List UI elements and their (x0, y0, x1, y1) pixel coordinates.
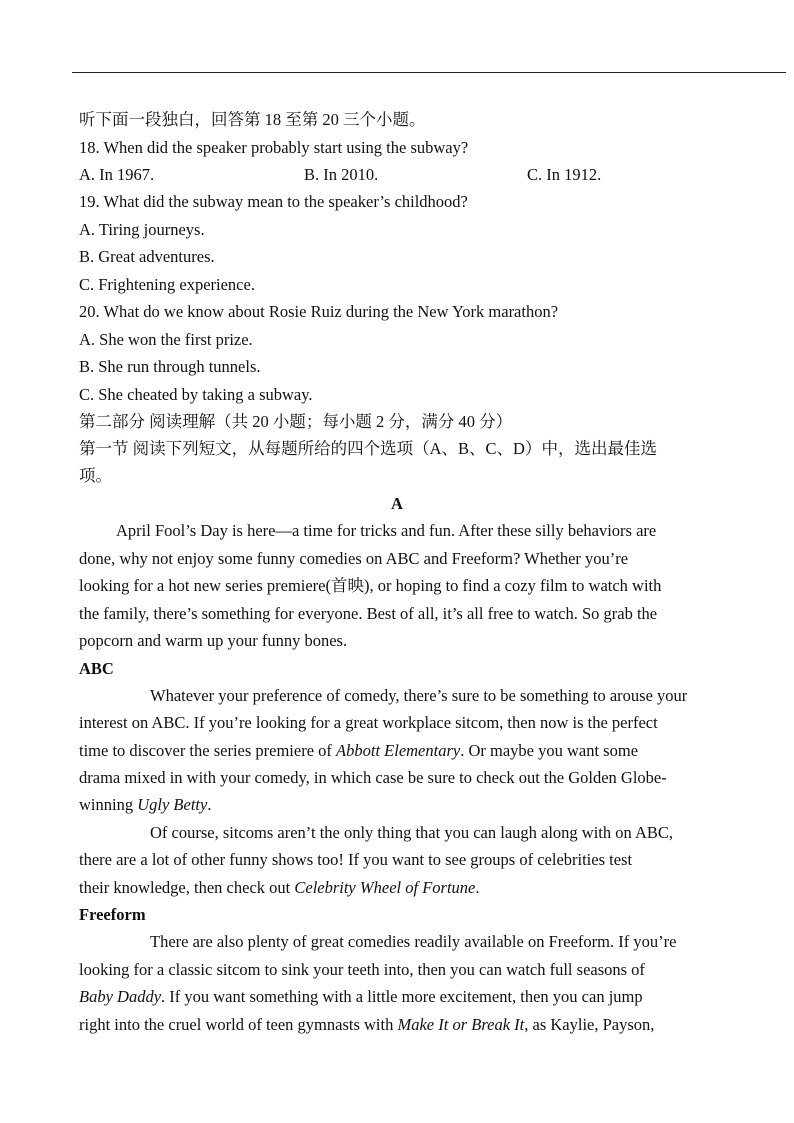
show-title-celebrity-wheel: Celebrity Wheel of Fortune (294, 878, 476, 897)
intro-line: popcorn and warm up your funny bones. (79, 631, 348, 650)
intro-line: the family, there’s something for everyone. Best of all, it’s all free to watch. So grab the (79, 604, 658, 623)
intro-line: done, why not enjoy some funny comedies on ABC and Freeform? Whether you’re (79, 549, 629, 568)
text-run: , as Kaylie, Payson, (524, 1015, 655, 1034)
q20-question: 20. What do we know about Rosie Ruiz during the New York marathon? (79, 302, 559, 321)
q20-option-c: C. She cheated by taking a subway. (79, 385, 313, 404)
abc-paragraph-line: there are a lot of other funny shows too! If you want to see groups of celebrities test (79, 850, 633, 869)
section-one-instruction: 第一节 阅读下列短文，从每题所给的四个选项（A、B、C、D）中，选出最佳选 (79, 439, 657, 458)
show-title-make-it-or-break-it: Make It or Break It (397, 1015, 525, 1034)
text-run: winning (79, 795, 138, 814)
q18-question: 18. When did the speaker probably start using the subway? (79, 138, 469, 157)
q19-option-c: C. Frightening experience. (79, 275, 255, 294)
show-title-ugly-betty: Ugly Betty (137, 795, 208, 814)
show-title-abbott-elementary: Abbott Elementary (336, 741, 461, 760)
freeform-paragraph-line (79, 1015, 654, 1035)
freeform-paragraph-line: There are also plenty of great comedies readily available on Freeform. If you’re (150, 932, 677, 951)
text-run: their knowledge, then check out (79, 878, 295, 897)
intro-line: looking for a hot new series premiere(首映), or hoping to find a cozy film to watch with (79, 576, 662, 595)
show-title-baby-daddy: Baby Daddy (79, 987, 162, 1006)
q18-option-c: C. In 1912. (527, 165, 602, 184)
q20-option-a: A. She won the first prize. (79, 330, 253, 349)
freeform-paragraph-line (79, 987, 643, 1007)
text-run: . Or maybe you want some (460, 741, 639, 760)
abc-paragraph-line: Of course, sitcoms aren’t the only thing that you can laugh along with on ABC, (150, 823, 674, 842)
passage-title: A (391, 494, 403, 513)
text-run: right into the cruel world of teen gymnasts with (79, 1015, 398, 1034)
abc-paragraph-line (79, 741, 638, 761)
text-run: . (475, 878, 480, 897)
freeform-paragraph-line: looking for a classic sitcom to sink your teeth into, then you can watch full seasons of (79, 960, 645, 979)
q20-option-b: B. She run through tunnels. (79, 357, 261, 376)
text-run: . If you want something with a little more excitement, then you can jump (161, 987, 643, 1006)
section-one-instruction-cont: 项。 (79, 466, 112, 485)
intro-line: April Fool’s Day is here—a time for tricks and fun. After these silly behaviors are (116, 521, 657, 540)
abc-paragraph-line: drama mixed in with your comedy, in which case be sure to check out the Golden Globe- (79, 768, 667, 787)
text-run: time to discover the series premiere of (79, 741, 337, 760)
listening-instruction: 听下面一段独白，回答第 18 至第 20 三个小题。 (79, 110, 426, 129)
abc-paragraph-line: interest on ABC. If you’re looking for a great workplace sitcom, then now is the perfect (79, 713, 658, 732)
abc-heading: ABC (79, 659, 114, 678)
abc-paragraph-line (79, 795, 211, 815)
part-two-heading: 第二部分 阅读理解（共 20 小题；每小题 2 分，满分 40 分） (79, 412, 513, 431)
abc-paragraph-line (79, 878, 479, 898)
q18-option-b: B. In 2010. (304, 165, 379, 184)
abc-paragraph-line: Whatever your preference of comedy, there’s sure to be something to arouse your (150, 686, 688, 705)
q19-question: 19. What did the subway mean to the speaker’s childhood? (79, 192, 468, 211)
q18-option-a: A. In 1967. (79, 165, 155, 184)
q19-option-a: A. Tiring journeys. (79, 220, 205, 239)
text-run: . (207, 795, 212, 814)
header-rule (72, 72, 786, 73)
freeform-heading: Freeform (79, 905, 146, 924)
q19-option-b: B. Great adventures. (79, 247, 215, 266)
